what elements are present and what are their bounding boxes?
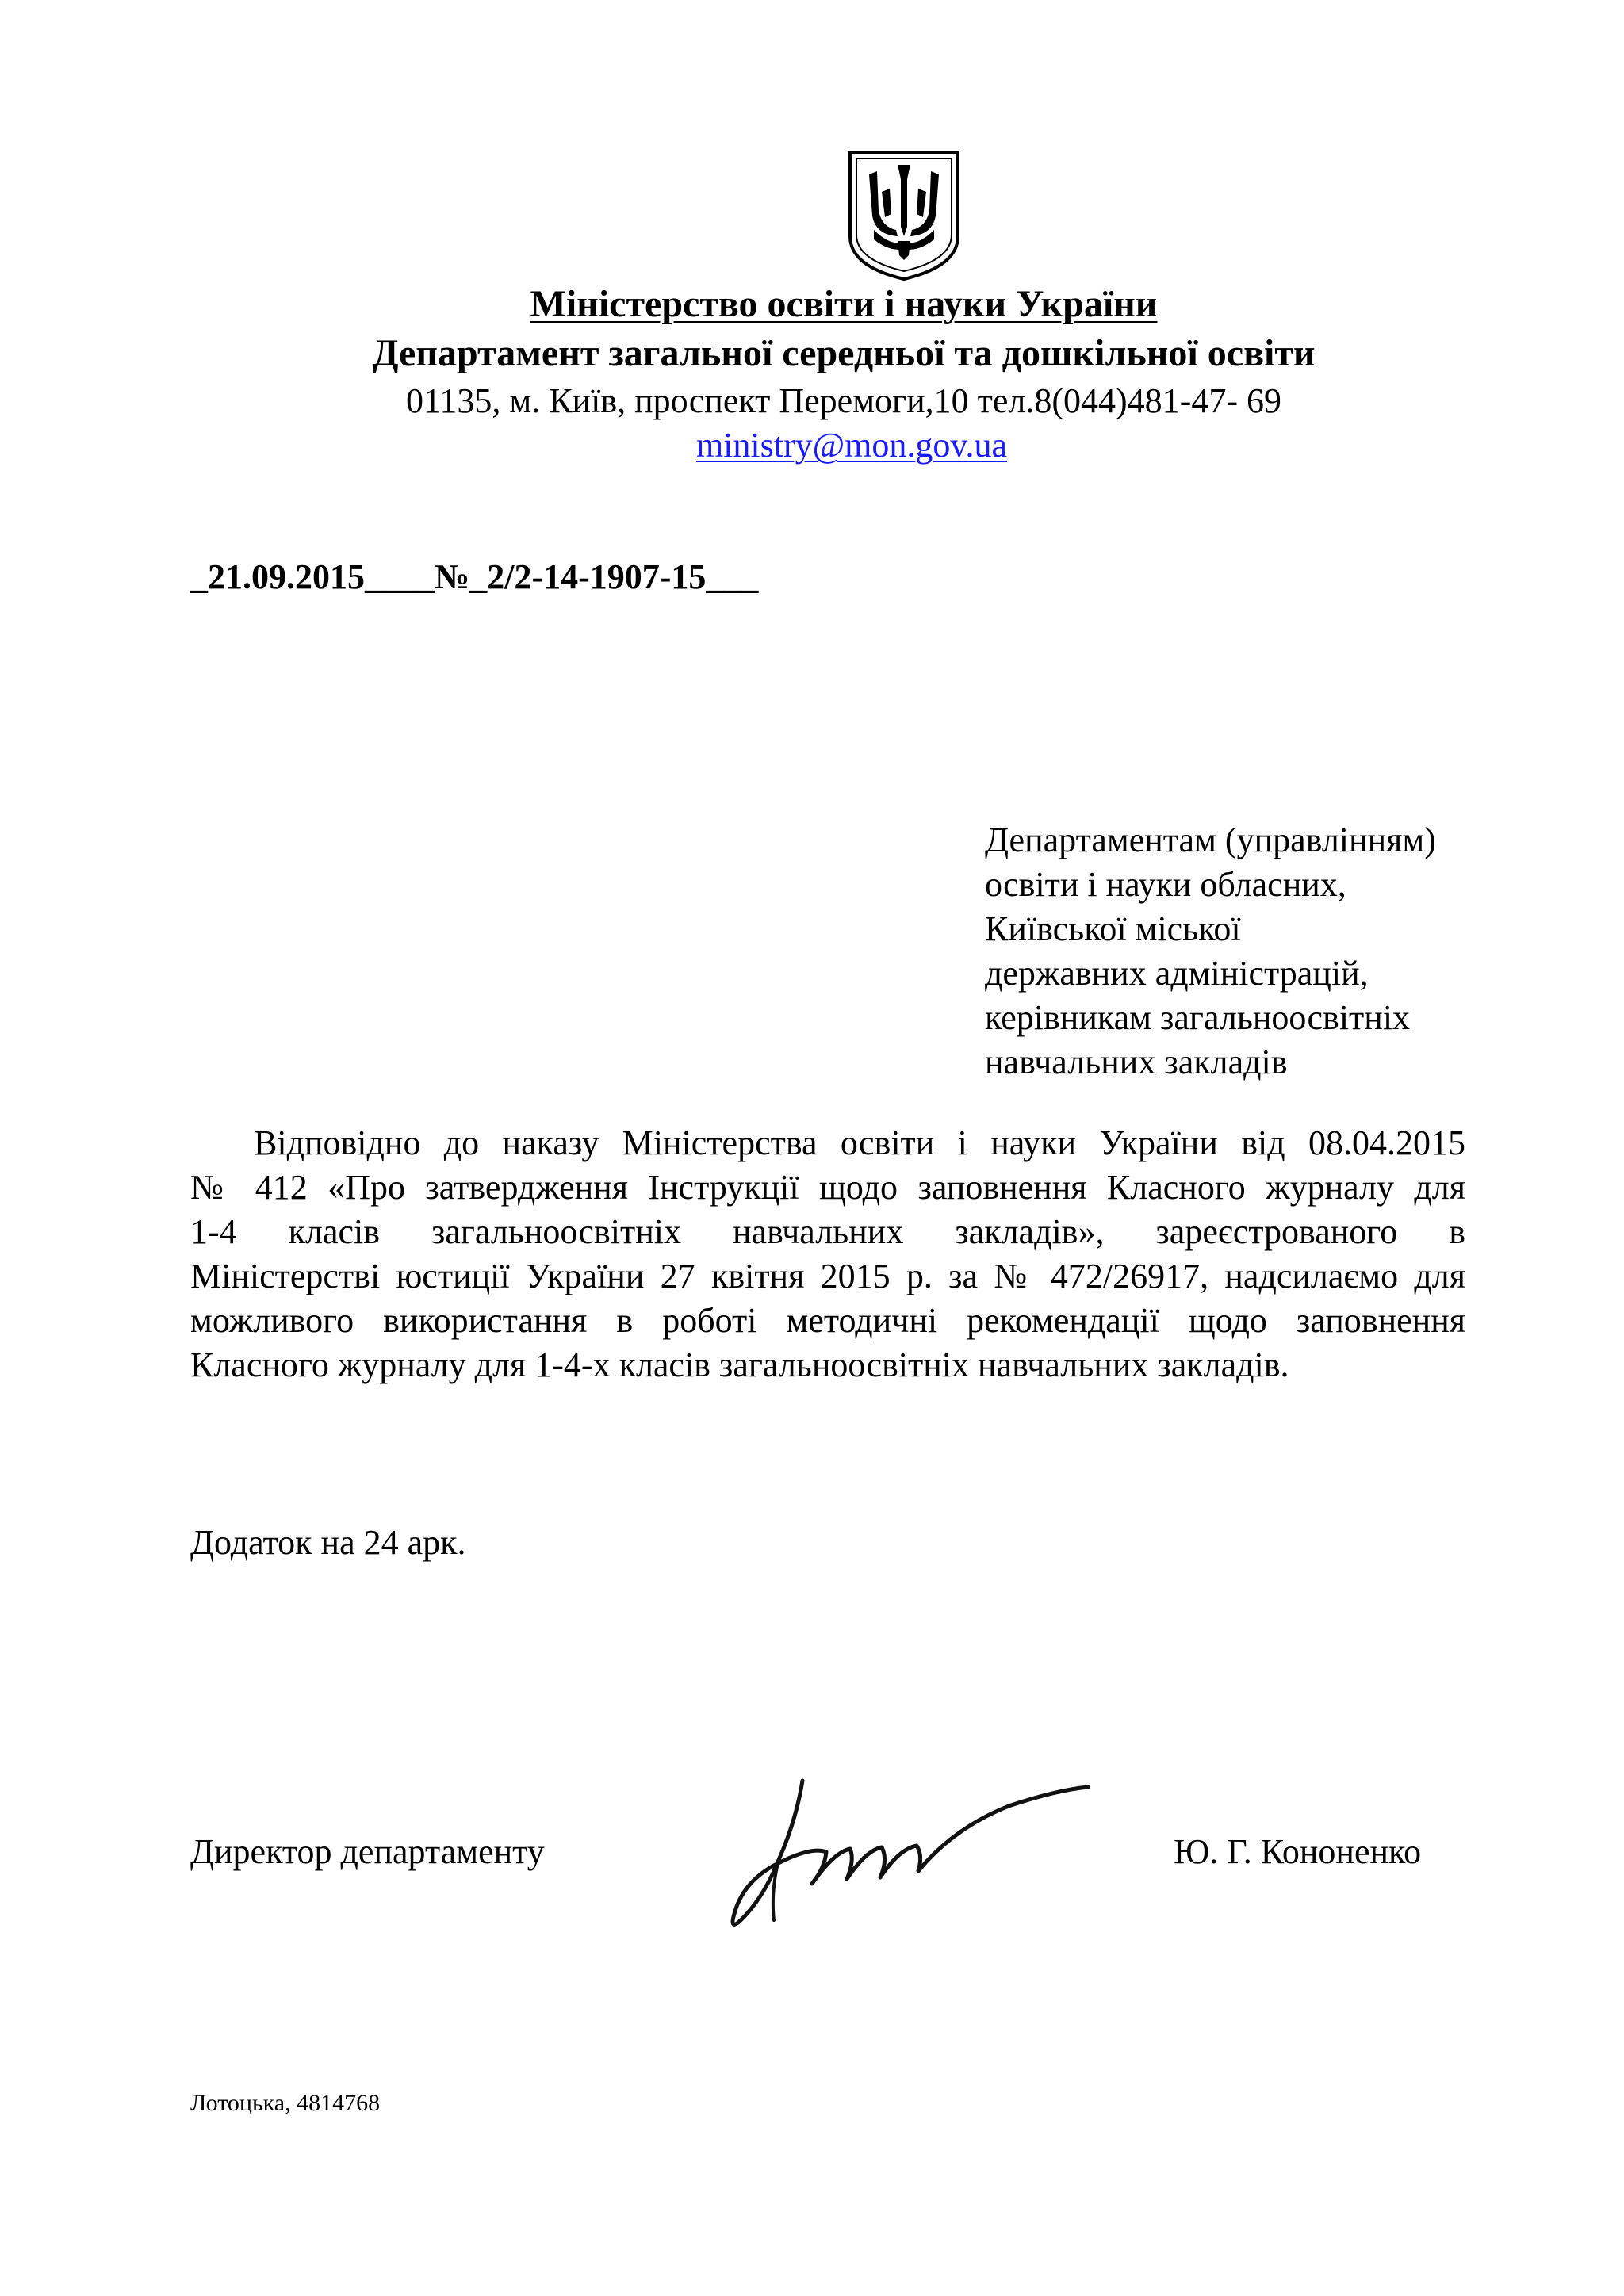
document-reference: _21.09.2015____№_2/2-14-1907-15___ (190, 557, 759, 596)
body-line: можливого використання в роботі методичні рекомендації щодо заповнення (190, 1301, 1465, 1340)
addressee-line: освіти і науки обласних, (985, 865, 1346, 904)
department-title: Департамент загальної середньої та дошкільної освіти (372, 332, 1316, 374)
body-line: Класного журналу для 1-4-х класів загальноосвітніх навчальних закладів. (190, 1345, 1289, 1384)
body-line: Міністерстві юстиції України 27 квітня 2015 р. за № 472/26917, надсилаємо для (190, 1257, 1465, 1295)
address-line: 01135, м. Київ, проспект Перемоги,10 тел.8(044)481-47- 69 (406, 381, 1281, 420)
signatory-name: Ю. Г. Кононенко (1174, 1832, 1422, 1871)
addressee-line: керівникам загальноосвітніх (985, 998, 1411, 1037)
executor-note: Лотоцька, 4814768 (190, 2090, 381, 2116)
email-link[interactable]: ministry@mon.gov.ua (695, 426, 1008, 465)
letter-body (190, 1121, 1465, 1387)
addressee-line: навчальних закладів (985, 1043, 1288, 1081)
body-line: № 412 «Про затвердження Інструкції щодо заповнення Класного журналу для (190, 1168, 1465, 1207)
addressee-line: Київської міської (985, 909, 1241, 948)
signature-image (723, 1773, 1096, 1931)
addressee-line: державних адміністрацій, (985, 954, 1369, 993)
ministry-title: Міністерство освіти і науки України (530, 283, 1158, 325)
attachment-note: Додаток на 24 арк. (190, 1523, 466, 1562)
addressee-block (985, 818, 1436, 1085)
signatory-position: Директор департаменту (190, 1832, 545, 1871)
body-line: 1-4 класів загальноосвітніх навчальних закладів», зареєстрованого в (190, 1212, 1465, 1251)
coat-of-arms-icon (845, 147, 963, 282)
addressee-line: Департаментам (управлінням) (985, 821, 1436, 859)
body-line: Відповідно до наказу Міністерства освіти і науки України від 08.04.2015 (254, 1123, 1465, 1162)
